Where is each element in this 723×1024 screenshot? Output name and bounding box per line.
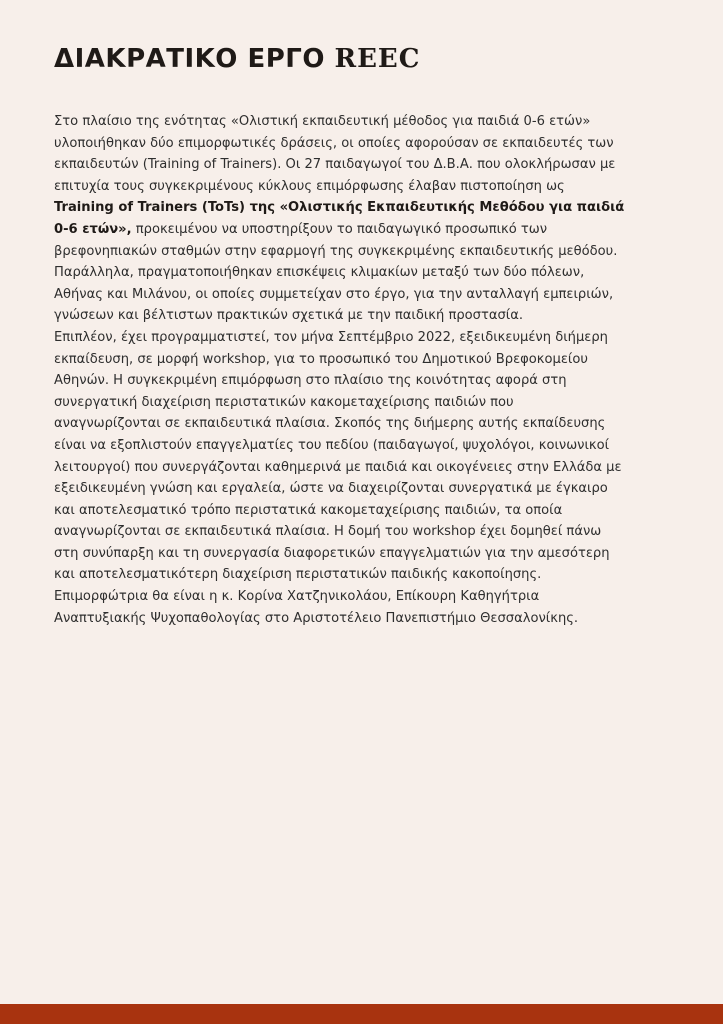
page-title-latin: REEC: [334, 44, 421, 74]
paragraph-line: Αθήνας και Μιλάνου, οι οποίες συμμετείχαν στο έργο, για την ανταλλαγή εμπειριών,: [54, 286, 614, 302]
paragraph-line: Στο πλαίσιο της ενότητας «Ολιστική εκπαιδευτική μέθοδος για παιδιά 0-6 ετών»: [54, 114, 591, 129]
paragraph-line: είναι να εξοπλιστούν επαγγελματίες του πεδίου (παιδαγωγοί, ψυχολόγοι, κοινωνικοί: [54, 437, 610, 453]
paragraph-line-rest: προκειμένου να υποστηρίξουν το παιδαγωγικό προσωπικό των: [131, 221, 548, 237]
paragraph-line: και αποτελεσματικό τρόπο περιστατικά κακομεταχείρισης παιδιών, τα οποία: [54, 502, 563, 518]
paragraph-line: αναγνωρίζονται σε εκπαιδευτικά πλαίσια. Σκοπός της διήμερης αυτής εκπαίδευσης: [54, 416, 606, 432]
paragraph-line-bold: Training of Trainers (ToTs) της «Ολιστικής Εκπαιδευτικής Μεθόδου για παιδιά: [54, 200, 625, 216]
paragraph-line: Αναπτυξιακής Ψυχοπαθολογίας στο Αριστοτέλειο Πανεπιστήμιο Θεσσαλονίκης.: [54, 610, 579, 626]
paragraph-line: λειτουργοί) που συνεργάζονται καθημερινά με παιδιά και οικογένειες στην Ελλάδα με: [54, 459, 622, 475]
paragraph-line: Επιμορφώτρια θα είναι η κ. Κορίνα Χατζηνικολάου, Επίκουρη Καθηγήτρια: [54, 589, 540, 605]
paragraph-line: εκπαίδευση, σε μορφή workshop, για το προσωπικό του Δημοτικού Βρεφοκομείου: [54, 351, 588, 367]
paragraph-line: επιτυχία τους συγκεκριμένους κύκλους επιμόρφωσης έλαβαν πιστοποίηση ως: [54, 178, 565, 194]
paragraph-line: βρεφονηπιακών σταθμών στην εφαρμογή της συγκεκριμένης εκπαιδευτικής μεθόδου.: [54, 243, 618, 259]
paragraph-line: γνώσεων και βέλτιστων πρακτικών σχετικά με την παιδική προστασία.: [54, 308, 524, 324]
page-title: [54, 44, 420, 74]
paragraph-line: Αθηνών. Η συγκεκριμένη επιμόρφωση στο πλαίσιο της κοινότητας αφορά στη: [54, 373, 567, 389]
paragraph-line: αναγνωρίζονται σε εκπαιδευτικά πλαίσια. Η δομή του workshop έχει δομηθεί πάνω: [54, 524, 602, 540]
paragraph-line: στη συνύπαρξη και τη συνεργασία διαφορετικών επαγγελματιών για την αμεσότερη: [54, 545, 610, 561]
bold-phrase: 0-6 ετών»,: [54, 221, 132, 237]
paragraph-line: εκπαιδευτών (Training of Trainers). Οι 27 παιδαγωγοί του Δ.Β.Α. που ολοκλήρωσαν με: [54, 157, 616, 173]
paragraph-line: συνεργατική διαχείριση περιστατικών κακομεταχείρισης παιδιών που: [54, 394, 514, 410]
paragraph-line: και αποτελεσματικότερη διαχείριση περιστατικών παιδικής κακοποίησης.: [54, 567, 542, 583]
paragraph-line: εξειδικευμένη γνώση και εργαλεία, ώστε να διαχειρίζονται συνεργατικά με έγκαιρο: [54, 481, 608, 497]
paragraph-line: Παράλληλα, πραγματοποιήθηκαν επισκέψεις κλιμακίων μεταξύ των δύο πόλεων,: [54, 265, 585, 281]
footer-bar: [0, 1004, 723, 1024]
paragraph-line-mixed: [54, 219, 671, 241]
page-title-greek: ΔΙΑΚΡΑΤΙΚΟ ΕΡΓΟ: [54, 44, 335, 74]
body-text: [54, 111, 671, 629]
paragraph-line: Επιπλέον, έχει προγραμματιστεί, τον μήνα Σεπτέμβριο 2022, εξειδικευμένη διήμερη: [54, 329, 608, 345]
paragraph-line: υλοποιήθηκαν δύο επιμορφωτικές δράσεις, οι οποίες αφορούσαν σε εκπαιδευτές των: [54, 135, 614, 151]
